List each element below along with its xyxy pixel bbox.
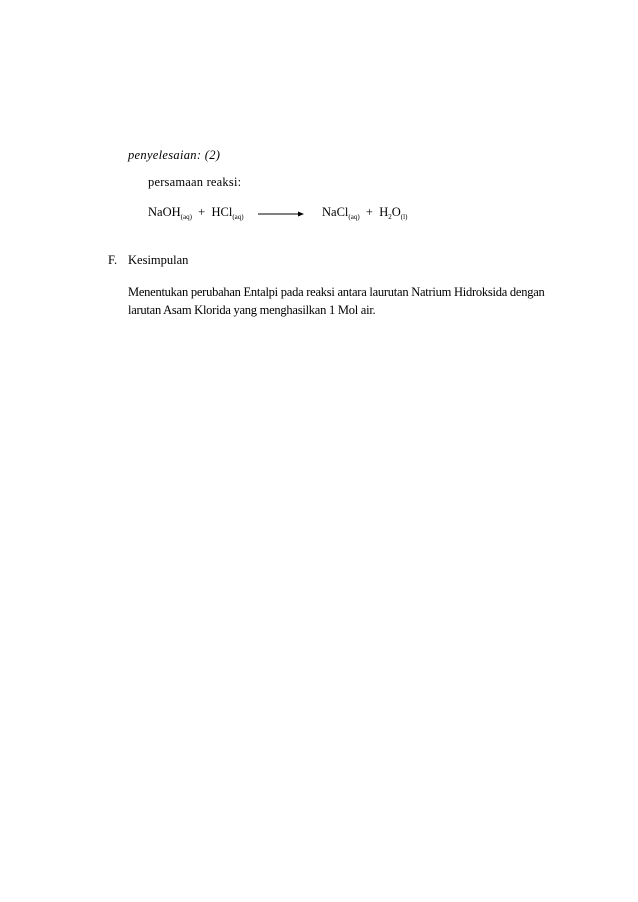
product-nacl: NaCl [322,205,349,219]
section-letter: F. [108,253,118,267]
plus-sign: + [365,205,373,219]
reactant-naoh: NaOH [148,205,181,219]
plus-sign: + [198,205,206,219]
solution-heading: penyelesaian: (2) [128,148,221,162]
product-nacl-state: (aq) [348,213,360,221]
section-title: Kesimpulan [128,253,189,267]
reactant-naoh-state: (aq) [180,213,192,221]
product-water-state: (l) [400,213,408,221]
reactant-hcl: HCl [211,205,233,219]
product-water-h: H [379,205,389,219]
equation-products [322,205,407,224]
conclusion-line-2: larutan Asam Klorida yang menghasilkan 1 Mol air. [128,303,376,317]
product-water-o: O [391,205,401,219]
conclusion-paragraph [128,283,558,319]
reactant-hcl-state: (aq) [232,213,244,221]
reaction-arrow-icon [258,210,304,218]
equation-reactants [148,205,244,224]
conclusion-line-1: Menentukan perubahan Entalpi pada reaksi antara laurutan Natrium Hidroksida dengan [128,285,545,299]
product-water-subscript: 2 [388,213,392,221]
equation-label: persamaan reaksi: [148,175,242,189]
